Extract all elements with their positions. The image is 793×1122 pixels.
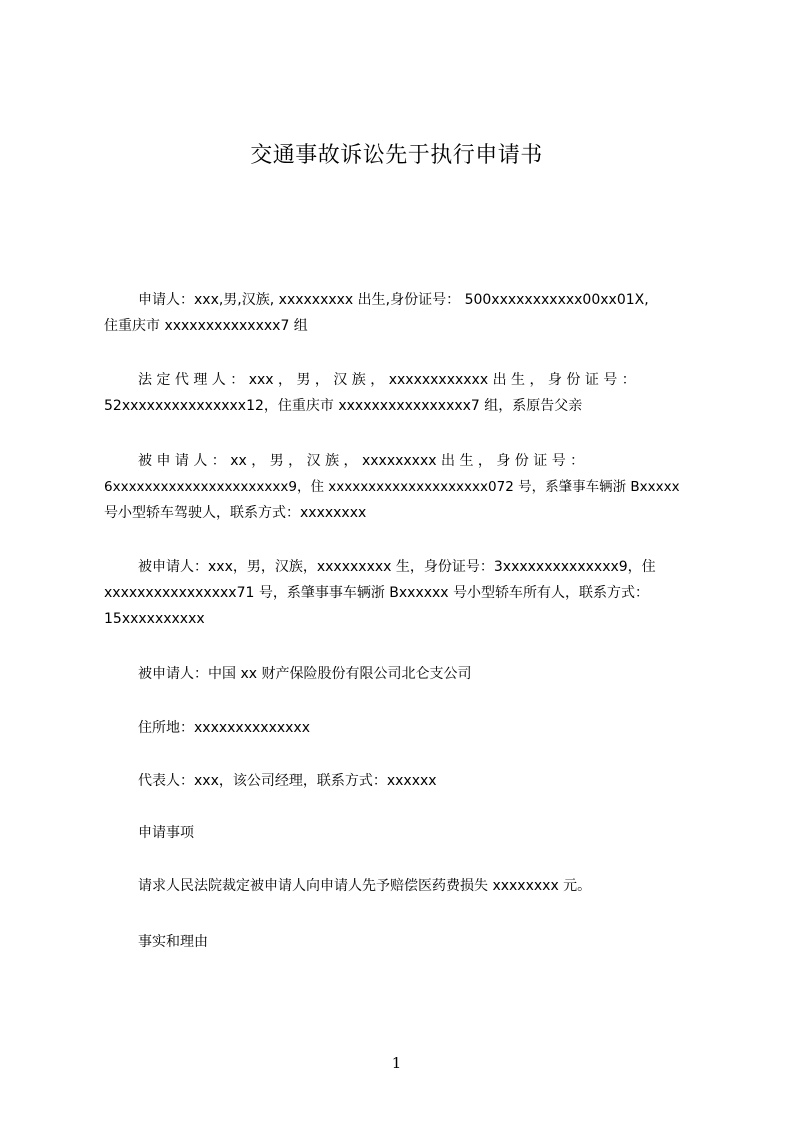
respondent-1-line-1: 被 申 请 人 ： xx ， 男 ， 汉 族 ， xxxxxxxxx 出 生 ， 身 份 证 号 ： (138, 453, 585, 469)
facts-heading-text: 事实和理由 (138, 934, 208, 950)
address-paragraph (104, 715, 698, 741)
page-number: 1 (391, 1054, 402, 1072)
legal-representative-paragraph (104, 367, 698, 419)
facts-heading (104, 929, 698, 955)
respondent-1-line-2: 6xxxxxxxxxxxxxxxxxxxxxx9，住 xxxxxxxxxxxxxxxxxxxx072 号，系肇事车辆浙 Bxxxxx (104, 479, 680, 495)
respondent-2-line-3: 15xxxxxxxxxx (104, 611, 205, 627)
claims-heading-text: 申请事项 (138, 825, 194, 841)
respondent-3-line: 被申请人：中国 xx 财产保险股份有限公司北仑支公司 (138, 666, 472, 682)
legal-rep-line-1: 法 定 代 理 人 ： xxx ， 男 ， 汉 族 ， xxxxxxxxxxxx 出 生 ， 身 份 证 号 ： (138, 372, 636, 388)
respondent-2-line-1: 被申请人：xxx，男，汉族，xxxxxxxxx 生，身份证号：3xxxxxxxxxxxxxx9，住 (138, 559, 656, 575)
respondent-2-paragraph (104, 554, 698, 632)
applicant-line-2: 住重庆市 xxxxxxxxxxxxxx7 组 (104, 318, 308, 334)
respondent-1-line-3: 号小型轿车驾驶人，联系方式：xxxxxxxx (104, 505, 367, 521)
applicant-line-1: 申请人：xxx,男,汉族, xxxxxxxxx 出生,身份证号： 500xxxxxxxxxxx00xx01X, (138, 292, 649, 308)
respondent-1-paragraph (104, 448, 698, 526)
respondent-3-paragraph (104, 661, 698, 687)
representative-line: 代表人：xxx，该公司经理，联系方式：xxxxxx (138, 773, 437, 789)
claim-line: 请求人民法院裁定被申请人向申请人先予赔偿医药费损失 xxxxxxxx 元。 (138, 878, 592, 894)
claims-heading (104, 820, 698, 846)
representative-paragraph (104, 768, 698, 794)
respondent-2-line-2: xxxxxxxxxxxxxxxx71 号，系肇事事车辆浙 Bxxxxxx 号小型轿车所有人，联系方式： (104, 585, 650, 601)
address-line: 住所地：xxxxxxxxxxxxxx (138, 720, 310, 736)
claim-paragraph (104, 873, 698, 899)
document-title: 交通事故诉讼先于执行申请书 (250, 143, 543, 168)
legal-rep-line-2: 52xxxxxxxxxxxxxxx12，住重庆市 xxxxxxxxxxxxxxxx7 组，系原告父亲 (104, 398, 583, 414)
applicant-paragraph (104, 287, 698, 339)
